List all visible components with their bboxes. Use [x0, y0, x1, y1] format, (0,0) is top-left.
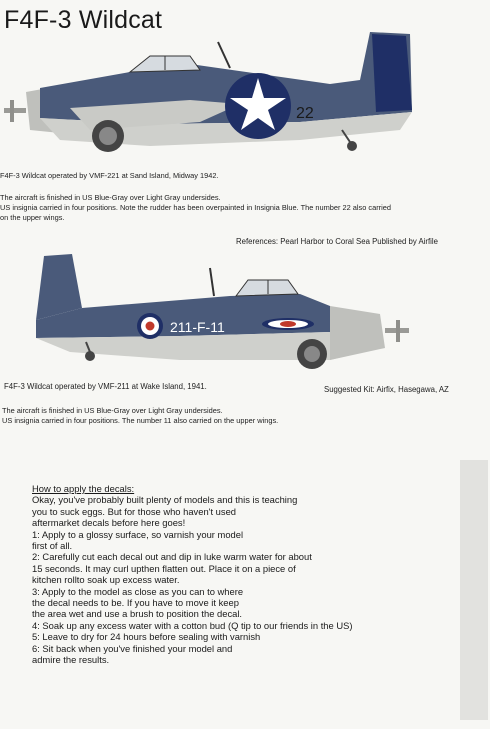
canopy	[236, 280, 298, 296]
tail-wheel	[347, 141, 357, 151]
aircraft-2-note-2: US insignia carried in four positions. The number 11 also carried on the upper wings.	[2, 416, 279, 425]
instruction-line: aftermarket decals before here goes!	[32, 517, 186, 529]
propeller-blade	[396, 320, 400, 342]
propeller-hub	[4, 108, 26, 113]
decal-instructions	[32, 483, 352, 666]
show-through-ghost-print	[456, 460, 490, 720]
aircraft-2-code: 211-F-11	[170, 319, 225, 335]
aircraft-1-note-3: on the upper wings.	[0, 213, 65, 222]
instruction-line: Okay, you've probably built plenty of models and this is teaching	[32, 494, 298, 506]
aircraft-2-profile	[30, 248, 430, 378]
instruction-line: 4: Soak up any excess water with a cotton bud (Q tip to our friends in the US)	[32, 619, 353, 631]
aircraft-1-code: 22	[296, 105, 314, 122]
page-title: F4F-3 Wildcat	[4, 6, 163, 34]
rudder	[372, 34, 412, 112]
tail-wheel	[85, 351, 95, 361]
instruction-line: the area wet and use a brush to position the decal.	[32, 608, 243, 620]
aircraft-2-caption: F4F-3 Wildcat operated by VMF-211 at Wake Island, 1941.	[4, 382, 207, 391]
suggested-kit: Suggested Kit: Airfix, Hasegawa, AZ	[324, 385, 449, 394]
instruction-line: 15 seconds. It may curl upthen flatten out. Place it on a piece of	[32, 562, 296, 574]
instruction-line: you to suck eggs. But for those who haven't used	[32, 505, 236, 517]
antenna-mast	[218, 42, 230, 68]
instruction-line: kitchen rollto soak up excess water.	[32, 574, 180, 586]
instruction-line: 1: Apply to a glossy surface, so varnish your model	[32, 528, 244, 540]
references-text: References: Pearl Harbor to Coral Sea Published by Airfile	[236, 237, 438, 246]
aircraft-1-note-1: The aircraft is finished in US Blue-Gray over Light Gray undersides.	[0, 193, 221, 202]
insignia-center-dot	[146, 322, 155, 331]
instruction-line: 5: Leave to dry for 24 hours before sealing with varnish	[32, 631, 261, 643]
aircraft-1-note-2: US insignia carried in four positions. Note the rudder has been overpainted in Insignia Blue. The number 22 also carried	[0, 203, 391, 212]
instruction-line: admire the results.	[32, 654, 110, 666]
aircraft-1-caption: F4F-3 Wildcat operated by VMF-221 at Sand Island, Midway 1942.	[0, 171, 219, 180]
antenna-mast	[210, 268, 214, 296]
aircraft-1-profile	[0, 22, 420, 157]
aircraft-2-note-1: The aircraft is finished in US Blue-Gray over Light Gray undersides.	[2, 406, 223, 415]
instruction-line: 2: Carefully cut each decal out and dip in luke warm water for about	[32, 551, 312, 563]
engine-cowl	[330, 306, 385, 360]
instruction-line: 6: Sit back when you've finished your model and	[32, 642, 233, 654]
instruction-line: the decal needs to be. If you have to move it keep	[32, 597, 239, 609]
instructions-heading: How to apply the decals:	[32, 483, 135, 494]
instruction-line: first of all.	[32, 540, 73, 552]
propeller-blade	[10, 100, 14, 122]
instruction-line: 3: Apply to the model as close as you can to where	[32, 585, 244, 597]
